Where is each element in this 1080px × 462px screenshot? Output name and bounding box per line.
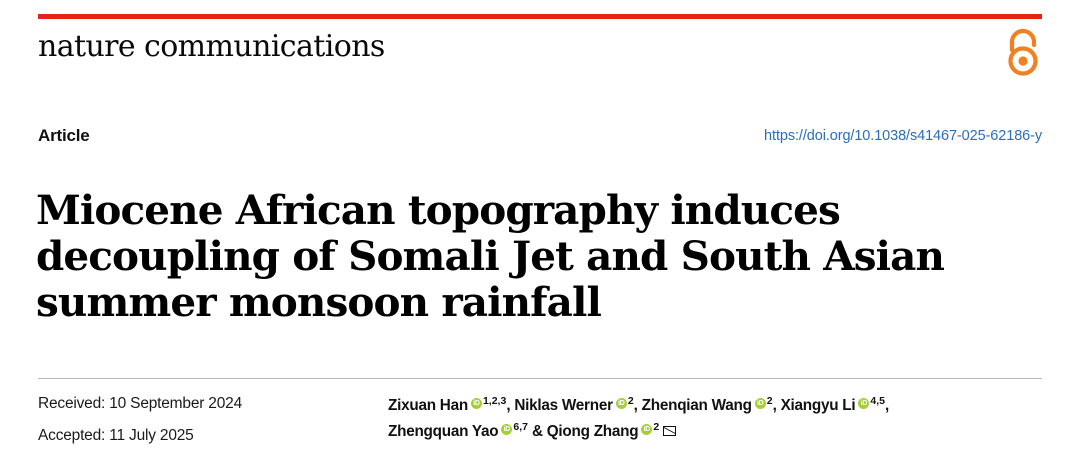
author-name: Xiangyu Li: [780, 397, 856, 415]
author-name: Zixuan Han: [388, 397, 468, 415]
brand-rule: [38, 14, 1042, 19]
author-entry[interactable]: [514, 397, 633, 414]
author-separator: &: [527, 422, 547, 440]
orcid-icon[interactable]: [471, 398, 482, 409]
affiliation-marker: 1,2,3: [482, 395, 507, 407]
article-type-label: Article: [38, 126, 90, 145]
corresponding-author-email-icon[interactable]: [663, 426, 676, 436]
author-separator: ,: [772, 397, 781, 415]
affiliation-marker: 2: [627, 395, 634, 407]
author-name: Qiong Zhang: [546, 422, 639, 440]
orcid-icon[interactable]: [858, 398, 869, 409]
received-date: Received: 10 September 2024: [38, 395, 242, 412]
author-line: [388, 393, 1042, 419]
page-title: Miocene African topography induces decoupling of Somali Jet and South Asian summer monsoon rainfall: [36, 186, 945, 327]
author-entry[interactable]: [388, 420, 528, 440]
author-entry[interactable]: [642, 397, 773, 414]
affiliation-marker: 2: [653, 420, 660, 433]
author-list: [388, 393, 1042, 445]
author-entry[interactable]: [546, 420, 676, 440]
doi-link[interactable]: https://doi.org/10.1038/s41467-025-62186-y: [764, 128, 1042, 144]
article-meta-row: [38, 126, 1042, 152]
journal-masthead: nature communications: [38, 29, 385, 64]
author-name: Niklas Werner: [514, 397, 613, 415]
affiliation-marker: 6,7: [513, 420, 528, 433]
orcid-icon[interactable]: [641, 424, 652, 435]
author-name: Zhengquan Yao: [388, 422, 499, 440]
affiliation-marker: 2: [766, 395, 773, 407]
orcid-icon[interactable]: [616, 398, 627, 409]
author-entry[interactable]: [781, 397, 885, 414]
author-separator: ,: [885, 397, 890, 415]
author-separator: ,: [506, 397, 515, 415]
author-entry[interactable]: [388, 397, 506, 414]
author-name: Zhenqian Wang: [641, 397, 752, 415]
author-line: [388, 419, 1042, 445]
open-access-icon: [1002, 28, 1044, 76]
section-divider: [38, 378, 1042, 379]
affiliation-marker: 4,5: [870, 395, 886, 407]
accepted-date: Accepted: 11 July 2025: [38, 427, 194, 445]
author-separator: ,: [633, 397, 642, 415]
orcid-icon[interactable]: [501, 424, 512, 435]
orcid-icon[interactable]: [755, 398, 766, 409]
publication-dates: [38, 392, 368, 456]
